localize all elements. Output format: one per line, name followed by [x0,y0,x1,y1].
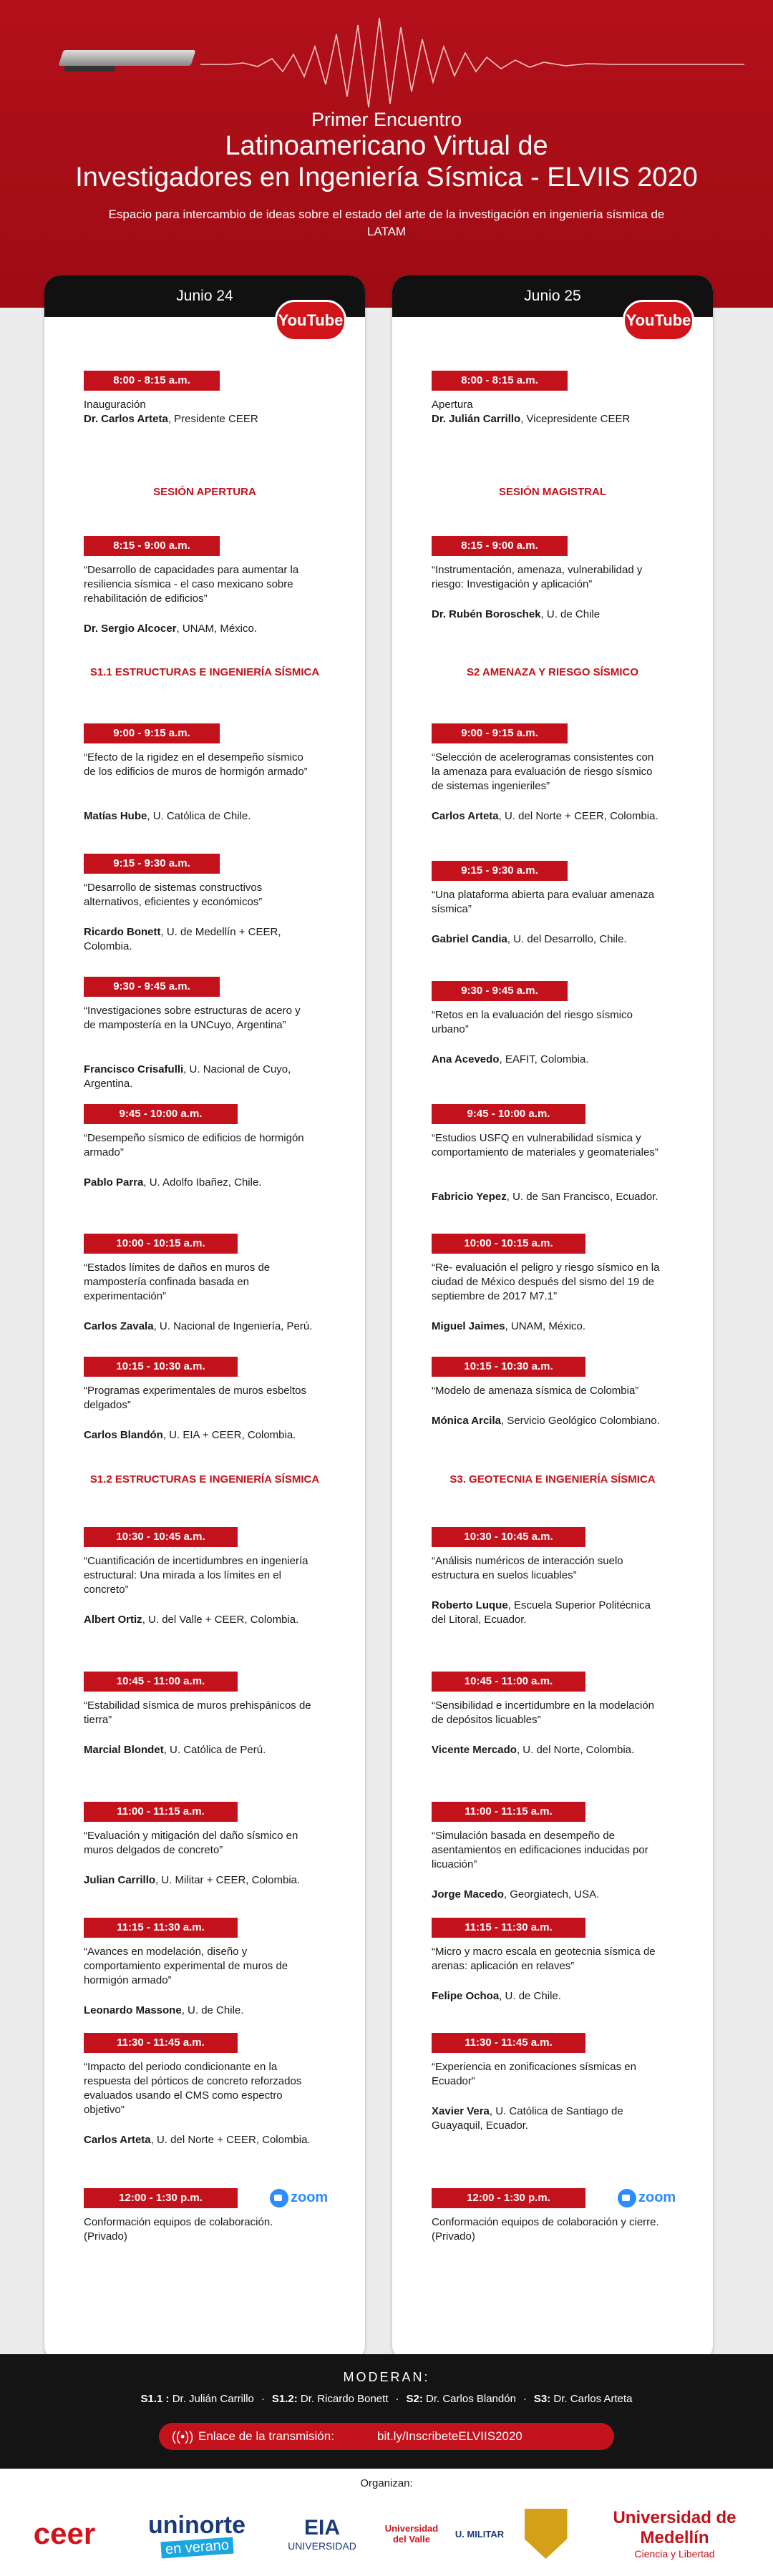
speaker-name: Carlos Zavala [84,1320,154,1332]
session-heading: SESIÓN APERTURA [153,486,256,498]
speaker [432,1190,661,1204]
speaker-affiliation: , Georgiatech, USA. [503,1888,600,1901]
logo-ceer [11,2506,118,2562]
speaker-affiliation: , U. Católica de Santiago de Guayaquil, Ecuador. [432,2105,623,2132]
logo-subtext: Ciencia y Libertad [634,2548,715,2560]
speaker-name: Dr. Sergio Alcocer [84,623,177,635]
separator: · [522,2393,527,2405]
speaker-name: Leonardo Massone [84,2004,182,2016]
speaker [432,1053,661,1067]
speaker [432,1414,661,1428]
time-badge: 9:15 - 9:30 a.m. [432,861,568,881]
time-badge: 11:15 - 11:30 a.m. [432,1918,585,1938]
speaker-name: Ana Acevedo [432,1053,500,1065]
separator: · [261,2393,265,2405]
seismograph-needle [58,50,195,66]
logo-text: Universidad de Medellín [613,2508,736,2547]
speaker-name: Dr. Rubén Boroschek [432,608,541,620]
speaker-name: Pablo Parra [84,1176,144,1189]
talk-title: “Micro y macro escala en geotecnia sísmica de arenas: aplicación en relaves” [432,1946,656,1972]
logo-univalle [379,2506,444,2562]
time-badge: 11:15 - 11:30 a.m. [84,1918,238,1938]
event-title [0,130,773,193]
time-badge: 9:30 - 9:45 a.m. [84,977,220,997]
talk-title: “Desarrollo de capacidades para aumentar la resiliencia sísmica - el caso mexicano sobre rehabilitación de edificios” [84,564,299,605]
zoom-label: zoom [638,2190,676,2205]
speaker-affiliation: , U. del Desarrollo, Chile. [507,933,627,945]
speaker-affiliation: , EAFIT, Colombia. [499,1053,589,1065]
speaker-affiliation: , U. de Chile. [499,1990,561,2002]
zoom-camera-icon [270,2189,288,2207]
speaker-affiliation: , U. Católica de Perú. [163,1744,266,1756]
time-badge: 11:00 - 11:15 a.m. [432,1802,585,1822]
time-badge: 9:45 - 10:00 a.m. [432,1104,585,1124]
speaker [432,1989,661,2004]
speaker-name: Carlos Blandón [84,1429,163,1441]
day-header: Junio 24 [44,275,365,317]
logo-text: Universidad del Valle [384,2523,439,2545]
speaker-name: Mónica Arcila [432,1415,501,1427]
speaker-name: Miguel Jaimes [432,1320,505,1332]
speaker [84,1428,313,1443]
moderator [534,2393,633,2405]
moderator-session: S2: [406,2393,423,2405]
speaker [84,1176,313,1190]
talk-title: “Selección de acelerogramas consistentes con la amenaza para evaluación de riesgo sísmico de sistemas ingenieriles” [432,751,654,792]
event-subtitle: Primer Encuentro [311,109,462,130]
talk-title: “Simulación basada en desempeño de asentamientos en edificaciones inducidas por licuación” [432,1830,648,1870]
logo-text: U. MILITAR [454,2528,505,2540]
youtube-icon[interactable]: YouTube [623,300,694,341]
speaker [84,2133,313,2147]
talk-title: “Análisis numéricos de interacción suelo estructura en suelos licuables” [432,1555,623,1581]
logo-escudo [515,2506,576,2562]
session-heading: S2 AMENAZA Y RIESGO SÍSMICO [466,666,639,678]
time-badge: 10:45 - 11:00 a.m. [432,1672,585,1692]
speaker [84,1743,313,1757]
speaker-affiliation: , UNAM, México. [176,623,258,635]
moderator-name: Dr. Carlos Blandón [422,2393,516,2405]
speaker-affiliation: , U. Nacional de Ingeniería, Perú. [153,1320,313,1332]
speaker-name: Felipe Ochoa [432,1990,500,2002]
time-badge: 8:00 - 8:15 a.m. [84,371,220,391]
speaker-affiliation: , U. EIA + CEER, Colombia. [162,1429,296,1441]
speaker-name: Julian Carrillo [84,1874,156,1886]
time-badge: 10:00 - 10:15 a.m. [432,1234,585,1254]
logo-subtext: en verano [160,2537,233,2559]
speaker-name: Gabriel Candia [432,933,507,945]
speaker [84,1063,313,1091]
time-badge: 10:15 - 10:30 a.m. [84,1357,238,1377]
speaker [84,622,313,636]
speaker-name: Matías Hube [84,810,147,822]
event-title-line2: Investigadores en Ingeniería Sísmica - ELVIIS 2020 [75,162,698,192]
speaker-name: Jorge Macedo [432,1888,504,1901]
speaker-name: Albert Ortiz [84,1614,142,1626]
time-badge: 11:00 - 11:15 a.m. [84,1802,238,1822]
moderators-line [0,2393,773,2405]
time-badge: 12:00 - 1:30 p.m. [432,2188,585,2208]
broadcast-icon: ((•)) [172,2429,194,2444]
talk-title: Conformación equipos de colaboración y cierre. (Privado) [432,2216,659,2243]
speaker-affiliation: , Vicepresidente CEER [520,413,631,425]
zoom-camera-icon [618,2189,636,2207]
speaker [432,1743,661,1757]
speaker-name: Dr. Julián Carrillo [432,413,521,425]
zoom-label: zoom [291,2190,329,2205]
talk-title: Conformación equipos de colaboración. (Privado) [84,2216,273,2243]
organizers-title: Organizan: [360,2477,413,2489]
stream-link-url[interactable]: bit.ly/InscribeteELVIIS2020 [377,2429,522,2443]
speaker [84,1873,313,1888]
speaker-affiliation: , U. del Norte + CEER, Colombia. [498,810,658,822]
speaker [432,1319,661,1334]
speaker [84,1319,313,1334]
talk-title: “Retos en la evaluación del riesgo sísmico urbano” [432,1009,633,1035]
talk-title: “Desarrollo de sistemas constructivos alternativos, eficientes y económicos” [84,882,263,908]
talk-title: “Investigaciones sobre estructuras de acero y de mampostería en la UNCuyo, Argentina” [84,1005,301,1031]
speaker-affiliation: , U. Nacional de Cuyo, Argentina. [84,1063,291,1090]
time-badge: 10:45 - 11:00 a.m. [84,1672,238,1692]
speaker [84,2004,313,2018]
speaker-affiliation: , U. del Norte + CEER, Colombia. [150,2134,311,2146]
talk-title: “Evaluación y mitigación del daño sísmico en muros delgados de concreto” [84,1830,298,1856]
time-badge: 9:00 - 9:15 a.m. [84,723,220,743]
talk-title: “Re- evaluación el peligro y riesgo sísmico en la ciudad de México después del sismo del 19 de septiembre de 2017 M7.1” [432,1262,660,1302]
moderator-name: Dr. Ricardo Bonett [297,2393,389,2405]
speaker [432,2104,661,2133]
time-badge: 8:15 - 9:00 a.m. [84,536,220,556]
logo-unimilitar [451,2506,508,2562]
talk-title: “Cuantificación de incertidumbres en ingeniería estructural: Una mirada a los límites en el concreto” [84,1555,308,1596]
speaker [84,1613,313,1627]
stream-link-bar[interactable] [159,2423,614,2450]
speaker [432,1888,661,1902]
event-title-line1: Latinoamericano Virtual de [225,131,548,161]
logo-text: EIA [303,2516,340,2540]
speaker [432,608,661,622]
moderator-session: S3: [533,2393,551,2405]
speaker-name: Marcial Blondet [84,1744,164,1756]
time-badge: 12:00 - 1:30 p.m. [84,2188,238,2208]
session-heading: S3. GEOTECNIA E INGENIERÍA SÍSMICA [449,1473,656,1485]
organizers-section [0,2469,773,2576]
speaker-name: Dr. Carlos Arteta [84,413,168,425]
separator: · [395,2393,399,2405]
logo-subtext: UNIVERSIDAD [288,2540,356,2552]
speaker-affiliation: , U. de San Francisco, Ecuador. [506,1191,658,1203]
time-badge: 10:30 - 10:45 a.m. [432,1527,585,1547]
speaker [84,925,313,954]
logo-udem [587,2506,762,2562]
shield-icon [525,2509,568,2559]
moderator-session: S1.1 : [140,2393,170,2405]
moderator-session: S1.2: [271,2393,298,2405]
speaker-name: Roberto Luque [432,1599,508,1611]
time-badge: 11:30 - 11:45 a.m. [84,2033,238,2053]
logo-text: ceer [33,2517,96,2550]
logo-text: uninorte [148,2512,245,2539]
moderator-name: Dr. Julián Carrillo [169,2393,254,2405]
speaker-affiliation: , U. de Medellín + CEER, Colombia. [84,926,281,952]
talk-title: “Estudios USFQ en vulnerabilidad sísmica y comportamiento de materiales y geomateriales” [432,1132,658,1158]
talk-title: “Una plataforma abierta para evaluar amenaza sísmica” [432,889,655,915]
speaker-affiliation: , U. Católica de Chile. [147,810,251,822]
day-header: Junio 25 [392,275,713,317]
speaker-affiliation: , UNAM, México. [505,1320,586,1332]
talk-title: “Sensibilidad e incertidumbre en la modelación de depósitos licuables” [432,1699,655,1726]
seismograph-base [64,66,115,72]
event-description: Espacio para intercambio de ideas sobre el estado del arte de la investigación en ingeniería sísmica de LATAM [108,208,665,238]
speaker [432,412,661,426]
speaker-name: Ricardo Bonett [84,926,161,938]
speaker [432,932,661,947]
session-heading: S1.2 ESTRUCTURAS E INGENIERÍA SÍSMICA [89,1473,320,1485]
time-badge: 9:30 - 9:45 a.m. [432,981,568,1001]
speaker-name: Xavier Vera [432,2105,490,2117]
speaker-affiliation: , U. Militar + CEER, Colombia. [155,1874,301,1886]
speaker-name: Francisco Crisafulli [84,1063,184,1075]
time-badge: 10:15 - 10:30 a.m. [432,1357,585,1377]
talk-title: “Impacto del periodo condicionante en la respuesta del pórticos de concreto reforzados evaluados usando el CMS como espectro objetivo” [84,2061,302,2116]
time-badge: 9:15 - 9:30 a.m. [84,854,220,874]
time-badge: 11:30 - 11:45 a.m. [432,2033,585,2053]
stream-link-label: Enlace de la transmisión: [198,2429,334,2443]
time-badge: 10:30 - 10:45 a.m. [84,1527,238,1547]
session-heading: S1.1 ESTRUCTURAS E INGENIERÍA SÍSMICA [89,666,320,678]
speaker-name: Carlos Arteta [432,810,499,822]
time-badge: 9:00 - 9:15 a.m. [432,723,568,743]
speaker-affiliation: , Servicio Geológico Colombiano. [500,1415,660,1427]
speaker-affiliation: , U. del Valle + CEER, Colombia. [142,1614,299,1626]
day-column-junio-24 [44,275,365,2361]
speaker-name: Carlos Arteta [84,2134,151,2146]
zoom-icon[interactable] [270,2187,338,2208]
session-heading: SESIÓN MAGISTRAL [498,486,606,498]
moderator-name: Dr. Carlos Arteta [550,2393,633,2405]
speaker-name: Vicente Mercado [432,1744,517,1756]
time-badge: 9:45 - 10:00 a.m. [84,1104,238,1124]
talk-title: “Estabilidad sísmica de muros prehispánicos de tierra” [84,1699,311,1726]
zoom-icon[interactable] [618,2187,686,2208]
speaker [84,809,313,824]
moderator [141,2393,254,2405]
speaker-affiliation: , U. del Norte, Colombia. [516,1744,635,1756]
time-badge: 10:00 - 10:15 a.m. [84,1234,238,1254]
time-badge: 8:00 - 8:15 a.m. [432,371,568,391]
moderators-title: MODERAN: [343,2370,430,2384]
speaker-name: Fabricio Yepez [432,1191,507,1203]
talk-title: “Experiencia en zonificaciones sísmicas en Ecuador” [432,2061,636,2087]
speaker-affiliation: , Presidente CEER [167,413,258,425]
day-column-junio-25 [392,275,713,2361]
speaker [84,412,313,426]
talk-title: “Modelo de amenaza sísmica de Colombia” [432,1385,639,1397]
speaker-affiliation: , U. de Chile [540,608,601,620]
talk-title: “Desempeño sísmico de edificios de hormigón armado” [84,1132,304,1158]
moderator [272,2393,389,2405]
talk-title: “Avances en modelación, diseño y comportamiento experimental de muros de hormigón armado” [84,1946,288,1986]
talk-title: “Efecto de la rigidez en el desempeño sísmico de los edificios de muros de hormigón armado” [84,751,308,778]
talk-title: “Estados límites de daños en muros de mampostería confinada basada en experimentación” [84,1262,271,1302]
talk-title: “Programas experimentales de muros esbeltos delgados” [84,1385,306,1411]
speaker [432,1599,661,1627]
logo-uninorte [129,2506,265,2562]
moderator [407,2393,516,2405]
header-banner [0,0,773,308]
speaker-affiliation: , U. de Chile. [181,2004,244,2016]
talk-label: Inauguración [84,399,146,411]
footer-moderators [0,2354,773,2469]
talk-label: Apertura [432,399,473,411]
talk-title: “Instrumentación, amenaza, vulnerabilidad y riesgo: Investigación y aplicación” [432,564,643,590]
logo-eia [276,2506,369,2562]
youtube-icon[interactable]: YouTube [275,300,346,341]
speaker-affiliation: , U. Adolfo Ibañez, Chile. [143,1176,262,1189]
speaker [432,809,661,824]
speaker-affiliation: , Escuela Superior Politécnica del Litoral, Ecuador. [432,1599,651,1626]
time-badge: 8:15 - 9:00 a.m. [432,536,568,556]
